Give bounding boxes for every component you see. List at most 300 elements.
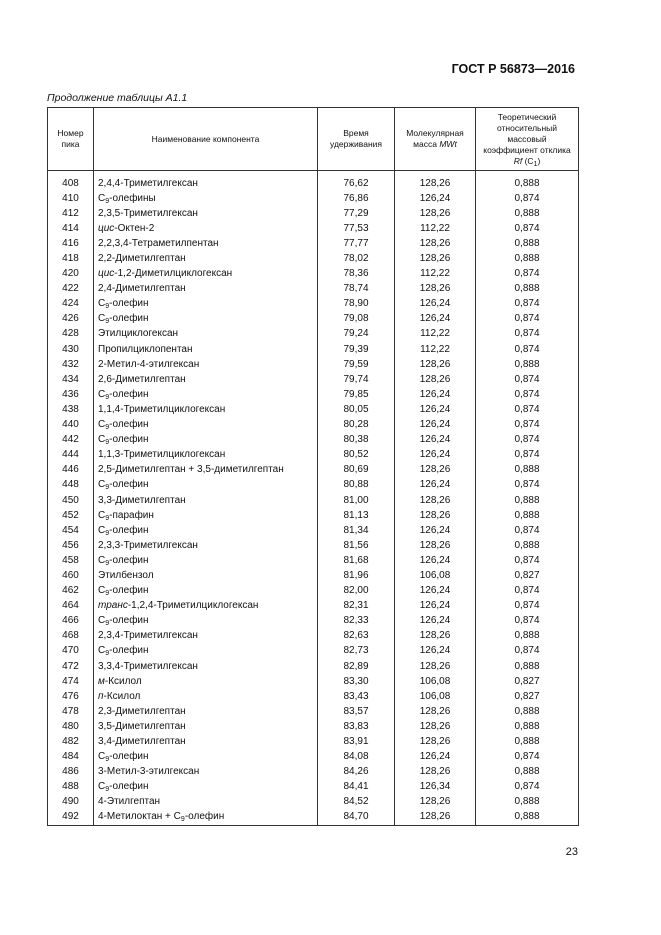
component-name-cell bbox=[94, 523, 318, 538]
peak-number-cell: 442 bbox=[48, 433, 94, 448]
molecular-mass-cell: 128,26 bbox=[395, 357, 476, 372]
component-name-part: -Ксилол bbox=[103, 690, 141, 702]
retention-time-cell: 76,86 bbox=[318, 191, 395, 206]
table-row bbox=[48, 297, 579, 312]
molecular-mass-cell: 128,26 bbox=[395, 659, 476, 674]
data-table bbox=[47, 107, 579, 826]
component-name-part: C bbox=[98, 615, 106, 627]
table-row bbox=[48, 689, 579, 704]
retention-time-cell: 76,62 bbox=[318, 171, 395, 192]
retention-time-cell: 83,83 bbox=[318, 719, 395, 734]
component-name-part: C bbox=[98, 554, 106, 566]
table-row bbox=[48, 810, 579, 826]
response-factor-cell: 0,874 bbox=[476, 599, 579, 614]
component-name-part: цис bbox=[98, 268, 115, 280]
response-factor-cell: 0,874 bbox=[476, 780, 579, 795]
component-name-cell bbox=[94, 387, 318, 402]
header-response-factor-sub: 1 bbox=[533, 160, 538, 168]
peak-number-cell: 432 bbox=[48, 357, 94, 372]
component-name-part: 2,3,3-Триметилгексан bbox=[98, 539, 198, 551]
table-row bbox=[48, 599, 579, 614]
component-name-part: 2,3,4-Триметилгексан bbox=[98, 630, 198, 642]
component-name-cell bbox=[94, 221, 318, 236]
component-name-cell bbox=[94, 734, 318, 749]
peak-number-cell: 410 bbox=[48, 191, 94, 206]
header-molecular-mass bbox=[395, 108, 476, 171]
retention-time-cell: 82,33 bbox=[318, 614, 395, 629]
table-row bbox=[48, 523, 579, 538]
response-factor-cell: 0,874 bbox=[476, 312, 579, 327]
retention-time-cell: 82,31 bbox=[318, 599, 395, 614]
component-name-cell bbox=[94, 251, 318, 266]
component-name-part: 9 bbox=[180, 816, 185, 824]
retention-time-cell: 79,39 bbox=[318, 342, 395, 357]
retention-time-cell: 82,73 bbox=[318, 644, 395, 659]
component-name-part: 9 bbox=[105, 756, 110, 764]
table-row bbox=[48, 387, 579, 402]
component-name-part: п bbox=[98, 690, 104, 702]
component-name-part: 2-Метил-4-этилгексан bbox=[98, 358, 200, 370]
peak-number-cell: 458 bbox=[48, 553, 94, 568]
table-row bbox=[48, 342, 579, 357]
response-factor-cell: 0,888 bbox=[476, 704, 579, 719]
component-name-part: 2,4,4-Триметилгексан bbox=[98, 177, 198, 189]
peak-number-cell: 488 bbox=[48, 780, 94, 795]
retention-time-cell: 79,85 bbox=[318, 387, 395, 402]
header-response-factor-symbol: Rf bbox=[513, 155, 523, 166]
response-factor-cell: 0,874 bbox=[476, 221, 579, 236]
response-factor-cell: 0,888 bbox=[476, 357, 579, 372]
molecular-mass-cell: 126,24 bbox=[395, 433, 476, 448]
component-name-part: 9 bbox=[105, 620, 110, 628]
response-factor-cell: 0,888 bbox=[476, 734, 579, 749]
component-name-cell bbox=[94, 372, 318, 387]
component-name-cell bbox=[94, 357, 318, 372]
component-name-part: -олефин bbox=[184, 811, 225, 823]
component-name-part: 9 bbox=[105, 439, 110, 447]
header-response-factor-c: (C bbox=[522, 155, 534, 166]
table-row bbox=[48, 267, 579, 282]
retention-time-cell: 78,90 bbox=[318, 297, 395, 312]
component-name-part: -олефин bbox=[109, 313, 149, 325]
retention-time-cell: 83,43 bbox=[318, 689, 395, 704]
molecular-mass-cell: 126,24 bbox=[395, 402, 476, 417]
response-factor-cell: 0,874 bbox=[476, 750, 579, 765]
response-factor-cell: 0,888 bbox=[476, 629, 579, 644]
peak-number-cell: 478 bbox=[48, 704, 94, 719]
component-name-cell bbox=[94, 614, 318, 629]
peak-number-cell: 456 bbox=[48, 538, 94, 553]
peak-number-cell: 452 bbox=[48, 508, 94, 523]
component-name-part: 2,3-Диметилгептан bbox=[98, 705, 186, 717]
component-name-cell bbox=[94, 267, 318, 282]
peak-number-cell: 412 bbox=[48, 206, 94, 221]
component-name-cell bbox=[94, 538, 318, 553]
retention-time-cell: 83,91 bbox=[318, 734, 395, 749]
retention-time-cell: 80,05 bbox=[318, 402, 395, 417]
component-name-part: -Ксилол bbox=[104, 675, 142, 687]
response-factor-cell: 0,874 bbox=[476, 584, 579, 599]
table-row bbox=[48, 553, 579, 568]
peak-number-cell: 422 bbox=[48, 282, 94, 297]
response-factor-cell: 0,888 bbox=[476, 765, 579, 780]
component-name-part: 9 bbox=[105, 303, 110, 311]
component-name-cell bbox=[94, 584, 318, 599]
peak-number-cell: 436 bbox=[48, 387, 94, 402]
retention-time-cell: 77,53 bbox=[318, 221, 395, 236]
table-row bbox=[48, 795, 579, 810]
table-row bbox=[48, 402, 579, 417]
peak-number-cell: 490 bbox=[48, 795, 94, 810]
molecular-mass-cell: 128,26 bbox=[395, 508, 476, 523]
response-factor-cell: 0,827 bbox=[476, 689, 579, 704]
molecular-mass-cell: 126,34 bbox=[395, 780, 476, 795]
component-name-cell bbox=[94, 282, 318, 297]
table-row bbox=[48, 433, 579, 448]
retention-time-cell: 78,36 bbox=[318, 267, 395, 282]
component-name-cell bbox=[94, 599, 318, 614]
molecular-mass-cell: 128,26 bbox=[395, 629, 476, 644]
header-molecular-mass-label: Молекулярная масса bbox=[406, 128, 464, 149]
component-name-cell bbox=[94, 171, 318, 192]
component-name-part: -олефины bbox=[109, 192, 156, 204]
component-name-part: C bbox=[98, 419, 106, 431]
table-row bbox=[48, 584, 579, 599]
response-factor-cell: 0,888 bbox=[476, 508, 579, 523]
molecular-mass-cell: 128,26 bbox=[395, 282, 476, 297]
table-row bbox=[48, 493, 579, 508]
table-row bbox=[48, 659, 579, 674]
component-name-cell bbox=[94, 312, 318, 327]
component-name-part: 9 bbox=[105, 424, 110, 432]
component-name-part: C bbox=[98, 479, 106, 491]
table-row bbox=[48, 251, 579, 266]
document-id: ГОСТ Р 56873—2016 bbox=[451, 62, 575, 76]
molecular-mass-cell: 128,26 bbox=[395, 719, 476, 734]
component-name-part: -олефин bbox=[109, 388, 149, 400]
component-name-part: 2,5-Диметилгептан + 3,5-диметилгептан bbox=[98, 464, 284, 476]
table-row bbox=[48, 719, 579, 734]
peak-number-cell: 408 bbox=[48, 171, 94, 192]
component-name-cell bbox=[94, 463, 318, 478]
molecular-mass-cell: 106,08 bbox=[395, 568, 476, 583]
table-row bbox=[48, 644, 579, 659]
component-name-part: 3,5-Диметилгептан bbox=[98, 720, 186, 732]
component-name-cell bbox=[94, 297, 318, 312]
table-row bbox=[48, 171, 579, 192]
component-name-part: 3,3-Диметилгептан bbox=[98, 494, 186, 506]
molecular-mass-cell: 112,22 bbox=[395, 327, 476, 342]
retention-time-cell: 80,88 bbox=[318, 478, 395, 493]
table-row bbox=[48, 282, 579, 297]
component-name-cell bbox=[94, 433, 318, 448]
component-name-part: 4-Этилгептан bbox=[98, 796, 161, 808]
component-name-cell bbox=[94, 478, 318, 493]
response-factor-cell: 0,874 bbox=[476, 433, 579, 448]
component-name-cell bbox=[94, 508, 318, 523]
retention-time-cell: 81,00 bbox=[318, 493, 395, 508]
peak-number-cell: 486 bbox=[48, 765, 94, 780]
peak-number-cell: 476 bbox=[48, 689, 94, 704]
peak-number-cell: 440 bbox=[48, 418, 94, 433]
component-name-cell bbox=[94, 659, 318, 674]
component-name-part: C bbox=[98, 313, 106, 325]
response-factor-cell: 0,888 bbox=[476, 251, 579, 266]
response-factor-cell: 0,874 bbox=[476, 342, 579, 357]
peak-number-cell: 416 bbox=[48, 236, 94, 251]
component-name-part: C bbox=[98, 645, 106, 657]
retention-time-cell: 81,68 bbox=[318, 553, 395, 568]
table-row bbox=[48, 704, 579, 719]
retention-time-cell: 80,28 bbox=[318, 418, 395, 433]
molecular-mass-cell: 128,26 bbox=[395, 236, 476, 251]
response-factor-cell: 0,874 bbox=[476, 418, 579, 433]
peak-number-cell: 470 bbox=[48, 644, 94, 659]
table-row bbox=[48, 463, 579, 478]
header-component-name: Наименование компонента bbox=[94, 108, 318, 171]
component-name-part: C bbox=[98, 434, 106, 446]
component-name-part: C bbox=[98, 781, 106, 793]
molecular-mass-cell: 126,24 bbox=[395, 614, 476, 629]
retention-time-cell: 81,56 bbox=[318, 538, 395, 553]
component-name-cell bbox=[94, 448, 318, 463]
retention-time-cell: 84,08 bbox=[318, 750, 395, 765]
molecular-mass-cell: 128,26 bbox=[395, 795, 476, 810]
component-name-part: C bbox=[98, 585, 106, 597]
component-name-part: -1,2,4-Триметилциклогексан bbox=[127, 600, 259, 612]
retention-time-cell: 77,77 bbox=[318, 236, 395, 251]
component-name-part: -1,2-Диметилциклогексан bbox=[114, 268, 233, 280]
component-name-part: 2,2,3,4-Тетраметилпентан bbox=[98, 237, 219, 249]
response-factor-cell: 0,874 bbox=[476, 614, 579, 629]
response-factor-cell: 0,874 bbox=[476, 297, 579, 312]
response-factor-cell: 0,888 bbox=[476, 236, 579, 251]
table-row bbox=[48, 674, 579, 689]
molecular-mass-cell: 126,24 bbox=[395, 312, 476, 327]
response-factor-cell: 0,874 bbox=[476, 327, 579, 342]
component-name-part: 9 bbox=[105, 529, 110, 537]
component-name-part: C bbox=[98, 751, 106, 763]
table-caption: Продолжение таблицы А1.1 bbox=[47, 92, 188, 104]
component-name-part: транс bbox=[98, 600, 128, 612]
component-name-cell bbox=[94, 402, 318, 417]
response-factor-cell: 0,888 bbox=[476, 719, 579, 734]
peak-number-cell: 426 bbox=[48, 312, 94, 327]
table-row bbox=[48, 614, 579, 629]
retention-time-cell: 82,89 bbox=[318, 659, 395, 674]
retention-time-cell: 78,02 bbox=[318, 251, 395, 266]
molecular-mass-cell: 106,08 bbox=[395, 689, 476, 704]
retention-time-cell: 83,57 bbox=[318, 704, 395, 719]
peak-number-cell: 472 bbox=[48, 659, 94, 674]
component-name-part: -парафин bbox=[109, 509, 154, 521]
component-name-cell bbox=[94, 553, 318, 568]
table-row bbox=[48, 629, 579, 644]
peak-number-cell: 492 bbox=[48, 810, 94, 826]
component-name-part: 9 bbox=[105, 514, 110, 522]
component-name-cell bbox=[94, 236, 318, 251]
molecular-mass-cell: 106,08 bbox=[395, 674, 476, 689]
component-name-part: -олефин bbox=[109, 434, 149, 446]
component-name-cell bbox=[94, 191, 318, 206]
component-name-part: -Октен-2 bbox=[114, 222, 155, 234]
peak-number-cell: 430 bbox=[48, 342, 94, 357]
molecular-mass-cell: 128,26 bbox=[395, 765, 476, 780]
molecular-mass-cell: 126,24 bbox=[395, 191, 476, 206]
response-factor-cell: 0,888 bbox=[476, 493, 579, 508]
retention-time-cell: 79,24 bbox=[318, 327, 395, 342]
table-row bbox=[48, 372, 579, 387]
retention-time-cell: 81,13 bbox=[318, 508, 395, 523]
component-name-part: Этилциклогексан bbox=[98, 328, 179, 340]
table-row bbox=[48, 478, 579, 493]
molecular-mass-cell: 128,26 bbox=[395, 206, 476, 221]
component-name-part: -олефин bbox=[109, 524, 149, 536]
header-peak-number: Номер пика bbox=[48, 108, 94, 171]
peak-number-cell: 454 bbox=[48, 523, 94, 538]
component-name-part: -олефин bbox=[109, 585, 149, 597]
table-row bbox=[48, 765, 579, 780]
table-row bbox=[48, 568, 579, 583]
component-name-part: 2,2-Диметилгептан bbox=[98, 253, 186, 265]
molecular-mass-cell: 112,22 bbox=[395, 342, 476, 357]
component-name-part: 3,4-Диметилгептан bbox=[98, 736, 186, 748]
retention-time-cell: 79,08 bbox=[318, 312, 395, 327]
table-header-row bbox=[48, 108, 579, 171]
table-row bbox=[48, 734, 579, 749]
molecular-mass-cell: 126,24 bbox=[395, 553, 476, 568]
table-row bbox=[48, 312, 579, 327]
component-name-part: цис bbox=[98, 222, 115, 234]
response-factor-cell: 0,827 bbox=[476, 674, 579, 689]
peak-number-cell: 434 bbox=[48, 372, 94, 387]
response-factor-cell: 0,888 bbox=[476, 810, 579, 826]
component-name-part: C bbox=[98, 509, 106, 521]
peak-number-cell: 414 bbox=[48, 221, 94, 236]
response-factor-cell: 0,888 bbox=[476, 206, 579, 221]
component-name-part: -олефин bbox=[109, 298, 149, 310]
component-name-cell bbox=[94, 780, 318, 795]
header-retention-time: Время удерживания bbox=[318, 108, 395, 171]
peak-number-cell: 460 bbox=[48, 568, 94, 583]
molecular-mass-cell: 128,26 bbox=[395, 810, 476, 826]
component-name-cell bbox=[94, 327, 318, 342]
molecular-mass-cell: 128,26 bbox=[395, 463, 476, 478]
response-factor-cell: 0,888 bbox=[476, 171, 579, 192]
molecular-mass-cell: 126,24 bbox=[395, 418, 476, 433]
molecular-mass-cell: 128,26 bbox=[395, 538, 476, 553]
table-row bbox=[48, 508, 579, 523]
peak-number-cell: 480 bbox=[48, 719, 94, 734]
component-name-cell bbox=[94, 765, 318, 780]
table-row bbox=[48, 538, 579, 553]
table-row bbox=[48, 780, 579, 795]
component-name-part: C bbox=[98, 192, 106, 204]
molecular-mass-cell: 128,26 bbox=[395, 171, 476, 192]
component-name-part: 9 bbox=[105, 650, 110, 658]
retention-time-cell: 80,38 bbox=[318, 433, 395, 448]
component-name-part: -олефин bbox=[109, 781, 149, 793]
retention-time-cell: 77,29 bbox=[318, 206, 395, 221]
component-name-part: 4-Метилоктан + C bbox=[98, 811, 181, 823]
peak-number-cell: 446 bbox=[48, 463, 94, 478]
response-factor-cell: 0,874 bbox=[476, 553, 579, 568]
molecular-mass-cell: 112,22 bbox=[395, 221, 476, 236]
table-row bbox=[48, 236, 579, 251]
table-row bbox=[48, 418, 579, 433]
table-row bbox=[48, 357, 579, 372]
molecular-mass-cell: 126,24 bbox=[395, 584, 476, 599]
component-name-part: 3-Метил-3-этилгексан bbox=[98, 766, 200, 778]
component-name-cell bbox=[94, 719, 318, 734]
peak-number-cell: 474 bbox=[48, 674, 94, 689]
response-factor-cell: 0,874 bbox=[476, 387, 579, 402]
peak-number-cell: 448 bbox=[48, 478, 94, 493]
header-molecular-mass-symbol: MWt bbox=[439, 139, 457, 149]
retention-time-cell: 79,59 bbox=[318, 357, 395, 372]
molecular-mass-cell: 126,24 bbox=[395, 297, 476, 312]
molecular-mass-cell: 112,22 bbox=[395, 267, 476, 282]
header-response-factor-label: Теоретический относительный массовый коэффициент отклика bbox=[483, 111, 571, 155]
peak-number-cell: 468 bbox=[48, 629, 94, 644]
component-name-cell bbox=[94, 689, 318, 704]
response-factor-cell: 0,888 bbox=[476, 659, 579, 674]
component-name-part: 2,3,5-Триметилгексан bbox=[98, 207, 198, 219]
peak-number-cell: 424 bbox=[48, 297, 94, 312]
component-name-cell bbox=[94, 704, 318, 719]
component-name-part: 9 bbox=[105, 590, 110, 598]
molecular-mass-cell: 126,24 bbox=[395, 387, 476, 402]
component-name-part: C bbox=[98, 388, 106, 400]
response-factor-cell: 0,827 bbox=[476, 568, 579, 583]
peak-number-cell: 462 bbox=[48, 584, 94, 599]
table-row bbox=[48, 327, 579, 342]
peak-number-cell: 444 bbox=[48, 448, 94, 463]
component-name-cell bbox=[94, 644, 318, 659]
component-name-part: 1,1,3-Триметилциклогексан bbox=[98, 449, 226, 461]
component-name-part: C bbox=[98, 524, 106, 536]
component-name-part: 9 bbox=[105, 786, 110, 794]
molecular-mass-cell: 126,24 bbox=[395, 448, 476, 463]
table-row bbox=[48, 221, 579, 236]
component-name-part: 2,6-Диметилгептан bbox=[98, 373, 186, 385]
response-factor-cell: 0,874 bbox=[476, 448, 579, 463]
component-name-part: -олефин bbox=[109, 645, 149, 657]
component-name-part: Пропилциклопентан bbox=[98, 343, 193, 355]
table-row bbox=[48, 750, 579, 765]
retention-time-cell: 82,00 bbox=[318, 584, 395, 599]
component-name-cell bbox=[94, 568, 318, 583]
retention-time-cell: 84,26 bbox=[318, 765, 395, 780]
response-factor-cell: 0,874 bbox=[476, 267, 579, 282]
component-name-part: -олефин bbox=[109, 615, 149, 627]
component-name-cell bbox=[94, 795, 318, 810]
table-row bbox=[48, 191, 579, 206]
retention-time-cell: 83,30 bbox=[318, 674, 395, 689]
table-row bbox=[48, 448, 579, 463]
retention-time-cell: 84,41 bbox=[318, 780, 395, 795]
molecular-mass-cell: 126,24 bbox=[395, 599, 476, 614]
component-name-part: 9 bbox=[105, 318, 110, 326]
retention-time-cell: 81,34 bbox=[318, 523, 395, 538]
component-name-part: -олефин bbox=[109, 751, 149, 763]
peak-number-cell: 450 bbox=[48, 493, 94, 508]
component-name-cell bbox=[94, 206, 318, 221]
molecular-mass-cell: 128,26 bbox=[395, 493, 476, 508]
component-name-part: 9 bbox=[105, 484, 110, 492]
table-body bbox=[48, 171, 579, 826]
molecular-mass-cell: 126,24 bbox=[395, 523, 476, 538]
